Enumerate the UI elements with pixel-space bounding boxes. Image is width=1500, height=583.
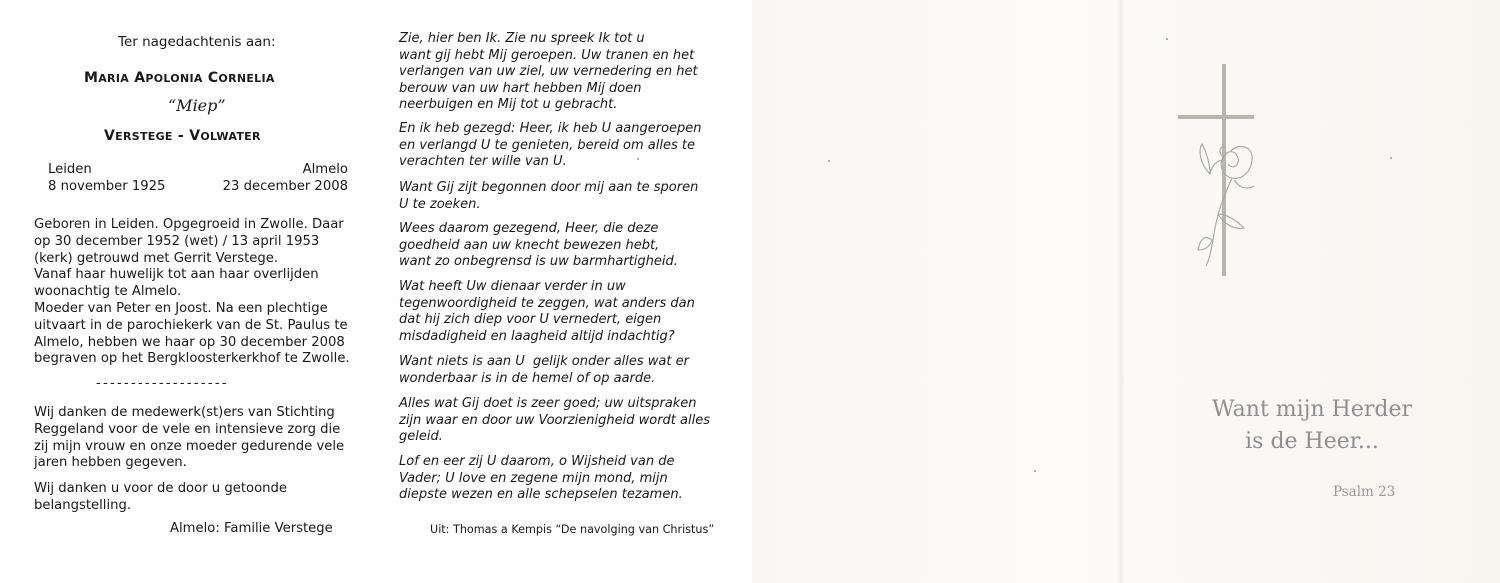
verse-line: U te zoeken. bbox=[399, 196, 481, 212]
verse-line: wonderbaar is in de hemel of op aarde. bbox=[399, 370, 656, 386]
birth-place: Leiden bbox=[48, 162, 92, 177]
paper-speck bbox=[828, 160, 830, 162]
motto-line-1: Want mijn Herder bbox=[1211, 397, 1413, 422]
verse-source: Uit: Thomas a Kempis “De navolging van Christus” bbox=[430, 523, 715, 536]
verse-line: geleid. bbox=[399, 429, 443, 445]
verse-1 bbox=[399, 31, 698, 114]
verse-line: En ik heb gezegd: Heer, ik heb U aangeroepen bbox=[399, 121, 702, 136]
death-info bbox=[220, 162, 348, 196]
thanks-line: zij mijn vrouw en onze moeder gedurende vele bbox=[34, 438, 345, 454]
bio-line: Vanaf haar huwelijk tot aan haar overlijden bbox=[34, 267, 319, 283]
psalm-reference: Psalm 23 bbox=[1333, 484, 1396, 500]
cross-rose-icon bbox=[1172, 64, 1254, 279]
surname: VERSTEGE - VOLWATER bbox=[104, 128, 261, 144]
paper-speck bbox=[1034, 470, 1036, 472]
paper-speck bbox=[1166, 38, 1168, 40]
verse-line: Lof en eer zij U daarom, o Wijsheid van de bbox=[399, 454, 675, 469]
birth-info bbox=[48, 162, 165, 196]
death-place: Almelo bbox=[302, 162, 348, 177]
verse-line: want gij hebt Mij geroepen. Uw tranen en het bbox=[399, 47, 695, 63]
thanks-line: Reggeland voor de vele en intensieve zorg die bbox=[34, 421, 341, 437]
verse-6 bbox=[399, 354, 689, 387]
death-date: 23 december 2008 bbox=[222, 178, 348, 194]
verse-line: Want Gij zijt begonnen door mij aan te sporen bbox=[399, 180, 699, 195]
biography bbox=[34, 217, 350, 368]
memorial-intro: Ter nagedachtenis aan: bbox=[118, 34, 276, 50]
verse-7 bbox=[399, 396, 710, 446]
verse-line: dat hij zich diep voor U vernedert, eigen bbox=[399, 312, 662, 328]
bio-line: Almelo, hebben we haar op 30 december 2008 bbox=[34, 334, 345, 350]
motto-line-2: is de Heer... bbox=[1245, 429, 1379, 454]
bio-line: Moeder van Peter en Joost. Na een plechtige bbox=[34, 300, 328, 316]
verse-line: Wees daarom gezegend, Heer, die deze bbox=[399, 221, 659, 236]
thanks-line: belangstelling. bbox=[34, 497, 132, 513]
bio-line: woonachtig te Almelo. bbox=[34, 284, 182, 300]
given-names: MARIA APOLONIA CORNELIA bbox=[84, 70, 275, 86]
verse-line: zijn waar en door uw Voorzienigheid wordt alles bbox=[399, 412, 710, 428]
thanks-line: Wij danken u voor de door u getoonde bbox=[34, 481, 287, 496]
verse-line: verachten ter wille van U. bbox=[399, 154, 567, 170]
paper-speck bbox=[1390, 157, 1392, 159]
verse-line: tegenwoordigheid te zeggen, wat anders dan bbox=[399, 295, 695, 311]
verse-line: misdadigheid en laagheid altijd indachtig? bbox=[399, 328, 675, 344]
separator-dashes: ------------------- bbox=[96, 376, 229, 391]
verse-line: want zo onbegrensd is uw barmhartigheid. bbox=[399, 254, 678, 270]
verse-line: verlangen van uw ziel, uw vernedering en het bbox=[399, 64, 698, 80]
verse-line: neerbuigen en Mij tot u gebracht. bbox=[399, 97, 618, 113]
bio-line: (kerk) getrouwd met Gerrit Verstege. bbox=[34, 250, 279, 266]
verse-line: Vader; U love en zegene mijn mond, mijn bbox=[399, 470, 668, 486]
nickname: “Miep” bbox=[168, 96, 226, 115]
birth-date: 8 november 1925 bbox=[48, 178, 166, 194]
thanks-staff bbox=[34, 405, 344, 472]
verse-line: diepste wezen en alle schepselen tezamen. bbox=[399, 487, 683, 503]
verse-line: en verlangd U te genieten, bereid om alles te bbox=[399, 137, 695, 153]
verse-line: Zie, hier ben Ik. Zie nu spreek Ik tot u bbox=[399, 31, 645, 46]
verse-3 bbox=[399, 180, 698, 213]
bio-line: Geboren in Leiden. Opgegroeid in Zwolle. Daar bbox=[34, 217, 344, 232]
thanks-line: jaren hebben gegeven. bbox=[34, 455, 187, 471]
thanks-line: Wij danken de medewerk(st)ers van Stichting bbox=[34, 405, 335, 420]
verse-8 bbox=[399, 454, 683, 504]
verse-line: goedheid aan uw knecht bewezen hebt, bbox=[399, 237, 660, 253]
paper-speck bbox=[637, 158, 639, 160]
bio-line: op 30 december 1952 (wet) / 13 april 1953 bbox=[34, 233, 320, 249]
thanks-guests bbox=[34, 481, 287, 515]
cover-motto bbox=[1172, 394, 1452, 458]
card-fold bbox=[1118, 0, 1124, 583]
verse-line: Wat heeft Uw dienaar verder in uw bbox=[399, 279, 626, 294]
verse-line: Want niets is aan U gelijk onder alles wat er bbox=[399, 354, 689, 369]
bio-line: begraven op het Bergkloosterkerkhof te Zwolle. bbox=[34, 351, 350, 367]
family-signature: Almelo: Familie Verstege bbox=[170, 521, 333, 536]
verse-2 bbox=[399, 121, 702, 171]
cross-horizontal-beam bbox=[1178, 115, 1254, 119]
verse-line: berouw van uw hart hebben Mij doen bbox=[399, 80, 642, 96]
verse-5 bbox=[399, 279, 695, 345]
verse-4 bbox=[399, 221, 678, 271]
bio-line: uitvaart in de parochiekerk van de St. Paulus te bbox=[34, 317, 348, 333]
verse-line: Alles wat Gij doet is zeer goed; uw uitspraken bbox=[399, 396, 697, 411]
